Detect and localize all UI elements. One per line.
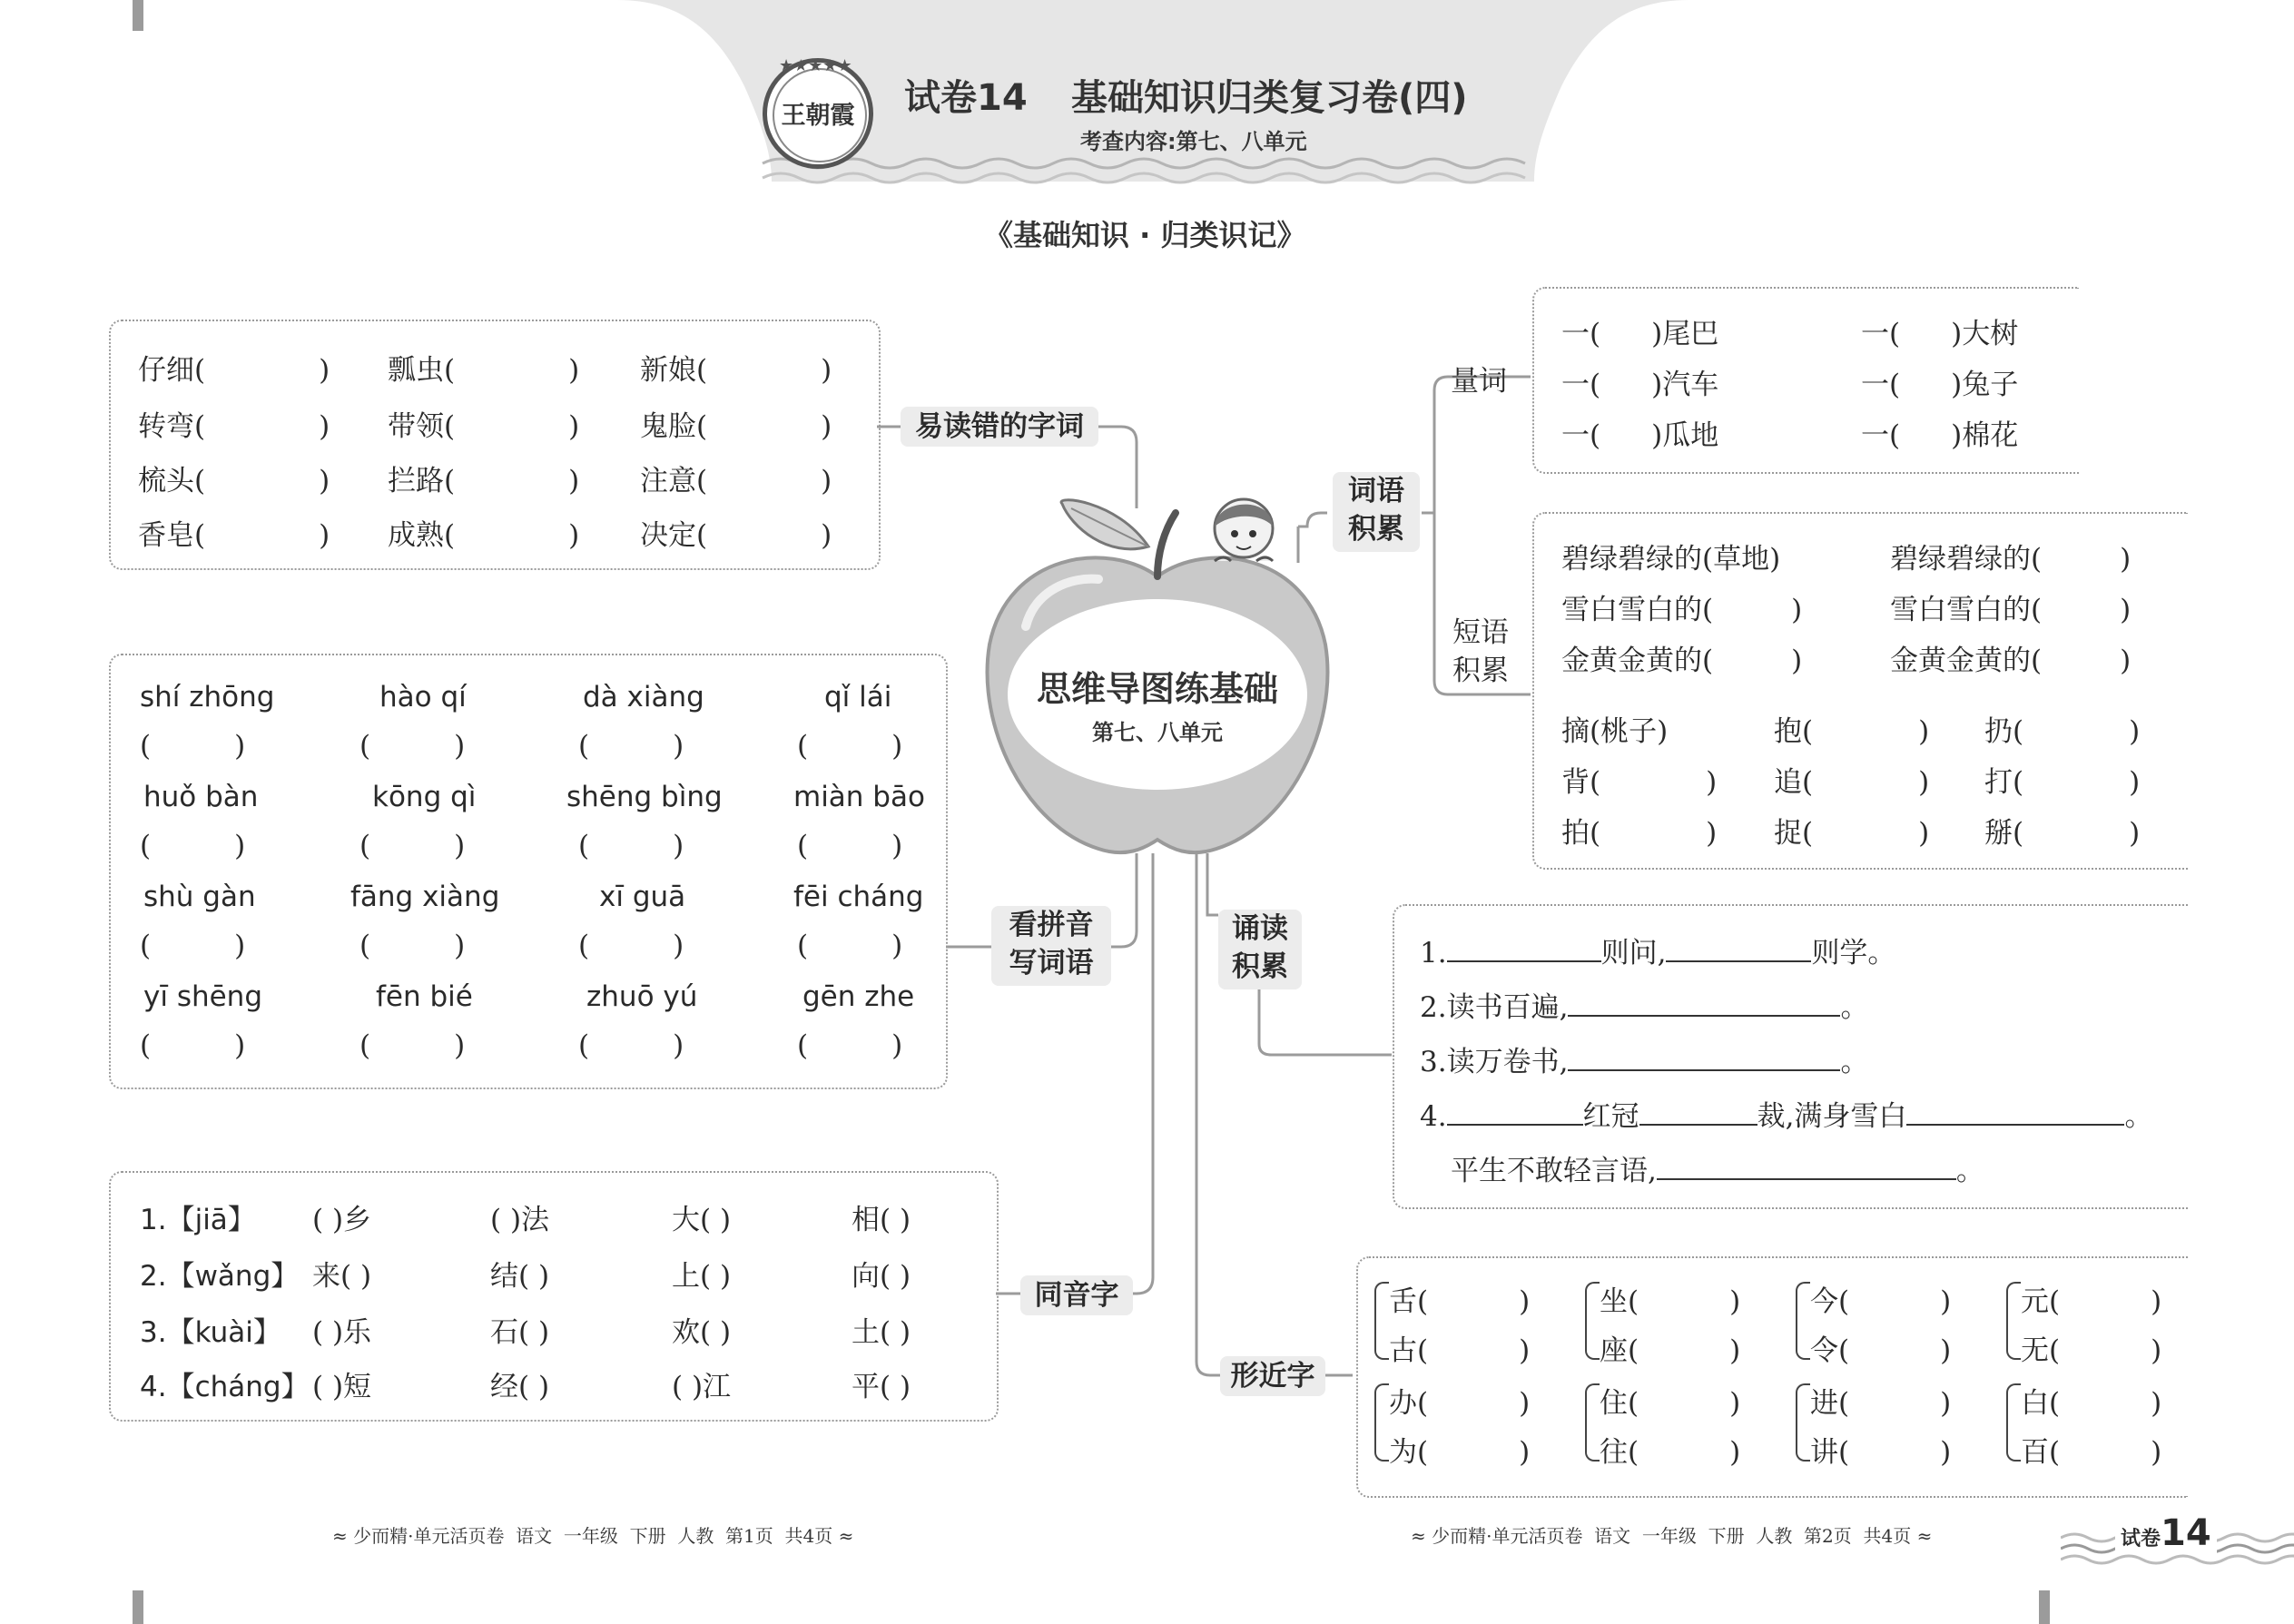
xingjin-char: 办( ) bbox=[1389, 1387, 1531, 1420]
pinyin-word: shí zhōng bbox=[140, 681, 275, 714]
answer-parens: ( ) bbox=[140, 1029, 246, 1062]
verb-item: 追( ) bbox=[1774, 766, 1930, 799]
answer-parens: ( ) bbox=[359, 1029, 466, 1062]
tongyin-item: 大( ) bbox=[672, 1204, 732, 1236]
tongyin-box bbox=[109, 1171, 999, 1422]
pinyin-word: fēi cháng bbox=[793, 881, 924, 913]
tongyin-item: ( )短 bbox=[312, 1371, 372, 1403]
yidu-word: 拦路( ) bbox=[388, 465, 580, 497]
tongyin-item: 来( ) bbox=[312, 1260, 372, 1293]
answer-parens: ( ) bbox=[578, 830, 684, 862]
recite-line-3: 3.读万卷书, 。 bbox=[1420, 1046, 1869, 1078]
liangci-item: 一( )兔子 bbox=[1861, 369, 2019, 401]
pinyin-word: fēn bié bbox=[376, 980, 473, 1013]
footer-badge: 试卷14 bbox=[2115, 1512, 2217, 1554]
duanyu-item: 金黄金黄的( ) bbox=[1561, 645, 1803, 677]
xingjin-char: 往( ) bbox=[1600, 1436, 1741, 1469]
recite-line-1: 1. 则问, 则学。 bbox=[1420, 937, 1896, 969]
xingjin-char: 百( ) bbox=[2021, 1436, 2162, 1469]
xingjin-char: 令( ) bbox=[1810, 1334, 1952, 1367]
verb-item: 扔( ) bbox=[1984, 715, 2141, 748]
answer-parens: ( ) bbox=[359, 930, 466, 962]
xingjin-char: 无( ) bbox=[2021, 1334, 2162, 1367]
pinyin-word: huǒ bàn bbox=[143, 781, 259, 813]
pinyin-box bbox=[109, 654, 948, 1089]
yidu-word: 香皂( ) bbox=[138, 519, 330, 552]
pinyin-word: zhuō yú bbox=[586, 980, 698, 1013]
xingjin-char: 座( ) bbox=[1600, 1334, 1741, 1367]
liangci-item: 一( )大树 bbox=[1861, 318, 2019, 350]
songdu-box bbox=[1393, 904, 2188, 1209]
answer-parens: ( ) bbox=[797, 1029, 903, 1062]
branch-label-songdu: 诵读 积累 bbox=[1218, 910, 1302, 989]
yidu-word: 仔细( ) bbox=[138, 354, 330, 387]
center-title: 思维导图练基础 bbox=[1036, 669, 1278, 709]
branch-label-tongyin: 同音字 bbox=[1020, 1275, 1133, 1315]
yidu-word: 新娘( ) bbox=[640, 354, 832, 387]
recite-line-2: 2.读书百遍, 。 bbox=[1420, 991, 1869, 1024]
tongyin-item: 平( ) bbox=[852, 1371, 911, 1403]
xingjin-char: 为( ) bbox=[1389, 1436, 1531, 1469]
yidu-word: 带领( ) bbox=[388, 410, 580, 443]
xingjin-box bbox=[1356, 1256, 2188, 1498]
verb-item: 打( ) bbox=[1984, 766, 2141, 799]
branch-label-ciyu: 词语 积累 bbox=[1333, 472, 1420, 552]
yidu-word: 决定( ) bbox=[640, 519, 832, 552]
exam-scope: 考查内容:第七、八单元 bbox=[1080, 129, 1307, 154]
answer-parens: ( ) bbox=[359, 730, 466, 763]
section-title: 《基础知识 · 归类识记》 bbox=[984, 218, 1306, 252]
tongyin-label: 3.【kuài】 bbox=[140, 1316, 281, 1349]
tongyin-label: 4.【cháng】 bbox=[140, 1371, 310, 1403]
yidu-word: 鬼脸( ) bbox=[640, 410, 832, 443]
tongyin-item: 向( ) bbox=[852, 1260, 911, 1293]
pinyin-word: fāng xiàng bbox=[350, 881, 500, 913]
answer-parens: ( ) bbox=[140, 830, 246, 862]
duanyu-item: 雪白雪白的( ) bbox=[1561, 594, 1803, 626]
pinyin-word: shēng bìng bbox=[566, 781, 723, 813]
pinyin-word: qǐ lái bbox=[824, 681, 892, 714]
duanyu-box bbox=[1532, 512, 2188, 870]
pinyin-word: xī guā bbox=[599, 881, 686, 913]
verb-item: 拍( ) bbox=[1561, 817, 1718, 850]
pinyin-word: miàn bāo bbox=[793, 781, 925, 813]
recite-line-5: 平生不敢轻言语, 。 bbox=[1451, 1155, 1984, 1187]
liangci-item: 一( )棉花 bbox=[1861, 419, 2019, 452]
answer-parens: ( ) bbox=[578, 1029, 684, 1062]
yidu-box bbox=[109, 320, 881, 570]
tongyin-item: 经( ) bbox=[490, 1371, 550, 1403]
center-subtitle: 第七、八单元 bbox=[1092, 720, 1223, 745]
tongyin-item: 上( ) bbox=[672, 1260, 732, 1293]
xingjin-char: 古( ) bbox=[1389, 1334, 1531, 1367]
xingjin-char: 住( ) bbox=[1600, 1387, 1741, 1420]
tongyin-item: ( )乐 bbox=[312, 1316, 372, 1349]
xingjin-char: 进( ) bbox=[1810, 1387, 1952, 1420]
recite-line-4: 4. 红冠 裁,满身雪白 。 bbox=[1420, 1100, 2153, 1133]
verb-item: 抱( ) bbox=[1774, 715, 1930, 748]
liangci-item: 一( )瓜地 bbox=[1561, 419, 1719, 452]
tongyin-item: 结( ) bbox=[490, 1260, 550, 1293]
duanyu-item: 碧绿碧绿的(草地) bbox=[1561, 543, 1781, 576]
branch-label-yidu: 易读错的字词 bbox=[901, 407, 1098, 447]
paper-number: 试卷14 bbox=[904, 77, 1028, 119]
branch-label-xingjin: 形近字 bbox=[1220, 1356, 1325, 1396]
yidu-word: 转弯( ) bbox=[138, 410, 330, 443]
tongyin-item: 相( ) bbox=[852, 1204, 911, 1236]
yidu-word: 梳头( ) bbox=[138, 465, 330, 497]
xingjin-char: 元( ) bbox=[2021, 1285, 2162, 1318]
sub-label-liangci: 量词 bbox=[1451, 365, 1507, 398]
verb-item: 背( ) bbox=[1561, 766, 1718, 799]
svg-text:★★★★★: ★★★★★ bbox=[779, 56, 852, 74]
liangci-item: 一( )汽车 bbox=[1561, 369, 1719, 401]
page-title: 基础知识归类复习卷(四) bbox=[1071, 77, 1468, 119]
xingjin-char: 舌( ) bbox=[1389, 1285, 1531, 1318]
answer-parens: ( ) bbox=[797, 830, 903, 862]
branch-label-pinyin: 看拼音 写词语 bbox=[991, 906, 1111, 986]
duanyu-item: 雪白雪白的( ) bbox=[1890, 594, 2132, 626]
xingjin-char: 讲( ) bbox=[1810, 1436, 1952, 1469]
yidu-word: 注意( ) bbox=[640, 465, 832, 497]
pinyin-word: dà xiàng bbox=[583, 681, 704, 714]
footer-left: ≈ 少而精·单元活页卷 语文 一年级 下册 人教 第1页 共4页 ≈ bbox=[332, 1525, 854, 1547]
tongyin-label: 2.【wǎng】 bbox=[140, 1260, 300, 1293]
pinyin-word: yī shēng bbox=[143, 980, 263, 1013]
answer-parens: ( ) bbox=[797, 930, 903, 962]
tongyin-item: ( )法 bbox=[490, 1204, 550, 1236]
tongyin-item: 土( ) bbox=[852, 1316, 911, 1349]
tongyin-item: ( )乡 bbox=[312, 1204, 372, 1236]
liangci-item: 一( )尾巴 bbox=[1561, 318, 1719, 350]
pinyin-word: kōng qì bbox=[372, 781, 477, 813]
xingjin-char: 坐( ) bbox=[1600, 1285, 1741, 1318]
answer-parens: ( ) bbox=[578, 730, 684, 763]
duanyu-item: 金黄金黄的( ) bbox=[1890, 645, 2132, 677]
footer-right: ≈ 少而精·单元活页卷 语文 一年级 下册 人教 第2页 共4页 ≈ bbox=[1411, 1525, 1933, 1547]
xingjin-char: 今( ) bbox=[1810, 1285, 1952, 1318]
verb-item: 捉( ) bbox=[1774, 817, 1930, 850]
logo-text: 王朝霞 bbox=[781, 102, 855, 130]
xingjin-char: 白( ) bbox=[2021, 1387, 2162, 1420]
answer-parens: ( ) bbox=[359, 830, 466, 862]
verb-item: 掰( ) bbox=[1984, 817, 2141, 850]
answer-parens: ( ) bbox=[578, 930, 684, 962]
liangci-box bbox=[1532, 287, 2079, 474]
yidu-word: 瓢虫( ) bbox=[388, 354, 580, 387]
answer-parens: ( ) bbox=[140, 930, 246, 962]
duanyu-item: 碧绿碧绿的( ) bbox=[1890, 543, 2132, 576]
yidu-word: 成熟( ) bbox=[388, 519, 580, 552]
pinyin-word: shù gàn bbox=[143, 881, 256, 913]
verb-item: 摘(桃子) bbox=[1561, 715, 1669, 748]
answer-parens: ( ) bbox=[140, 730, 246, 763]
answer-parens: ( ) bbox=[797, 730, 903, 763]
tongyin-item: ( )江 bbox=[672, 1371, 732, 1403]
sub-label-duanyu: 短语 积累 bbox=[1452, 616, 1509, 687]
pinyin-word: gēn zhe bbox=[802, 980, 915, 1013]
tongyin-label: 1.【jiā】 bbox=[140, 1204, 256, 1236]
tongyin-item: 石( ) bbox=[490, 1316, 550, 1349]
pinyin-word: hào qí bbox=[379, 681, 467, 714]
tongyin-item: 欢( ) bbox=[672, 1316, 732, 1349]
